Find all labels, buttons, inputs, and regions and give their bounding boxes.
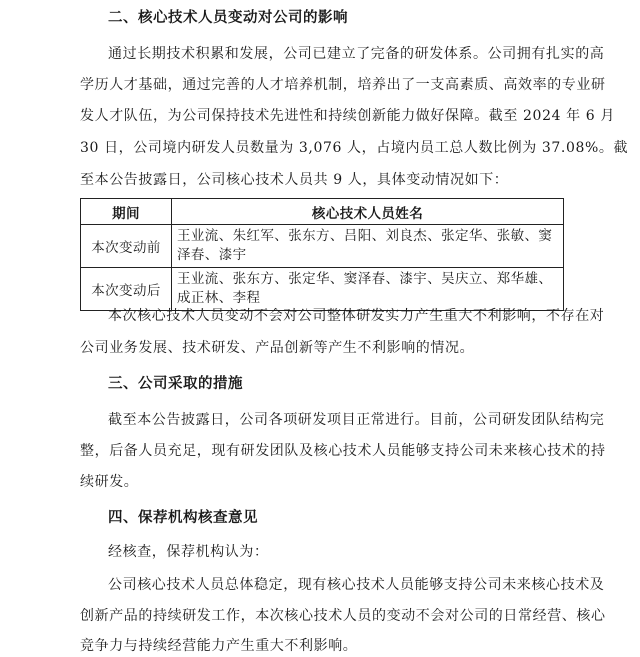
table-row: [81, 268, 564, 311]
table-row: [81, 225, 564, 268]
section-heading-impact: 二、核心技术人员变动对公司的影响: [108, 9, 348, 26]
header-period: 期间: [81, 199, 172, 225]
core-staff-table: [80, 198, 564, 311]
cell-period: 本次变动后: [81, 268, 172, 311]
header-names: 核心技术人员姓名: [172, 199, 564, 225]
section-heading-sponsor-opinion: 四、保荐机构核查意见: [108, 509, 258, 526]
document-page: 二、核心技术人员变动对公司的影响 通过长期技术积累和发展，公司已建立了完备的研发体系。公司拥有扎实的高 学历人才基础，通过完善的人才培养机制，培养出了一支高素质、高效率的专业研 发人才队伍，为公司保持技术先进性和持续创新能力做好保障。截至 2024 年 6 月 30 日，公司境内研发人员数量为 3,076 人，占境内员工总人数比例为 37.08%。截 至本公告披露日，公司核心技术人员共 9 人，具体变动情况如下： 期间 核心技术人员姓名 本次变动前 王业流、朱红军、张东方、吕阳、刘良杰、张定华、张敏、窦泽春、漆宇 本次变动后 王业流、张东方、张定华、窦泽春、漆宇、吴庆立、郑华雄、成正林、李程 本次核心技术人员变动不会对公司整体研发实力产生重大不利影响，不存在对 公司业务发展、技术研发、产品创新等产生不利影响的情况。 三、公司采取的措施 截至本公告披露日，公司各项研发项目正常进行。目前，公司研发团队结构完 整，后备人员充足，现有研发团队及核心技术人员能够支持公司未来核心技术的持 续研发。 四、保荐机构核查意见 经核查，保荐机构认为： 公司核心技术人员总体稳定，现有核心技术人员能够支持公司未来核心技术及 创新产品的持续研发工作，本次核心技术人员的变动不会对公司的日常经营、核心 竞争力与持续经营能力产生重大不利影响。: [80, 9, 629, 654]
cell-names: 王业流、张东方、张定华、窦泽春、漆宇、吴庆立、郑华雄、成正林、李程: [172, 268, 564, 311]
cell-names: 王业流、朱红军、张东方、吕阳、刘良杰、张定华、张敏、窦泽春、漆宇: [172, 225, 564, 268]
section-heading-measures: 三、公司采取的措施: [108, 375, 243, 392]
cell-period: 本次变动前: [81, 225, 172, 268]
